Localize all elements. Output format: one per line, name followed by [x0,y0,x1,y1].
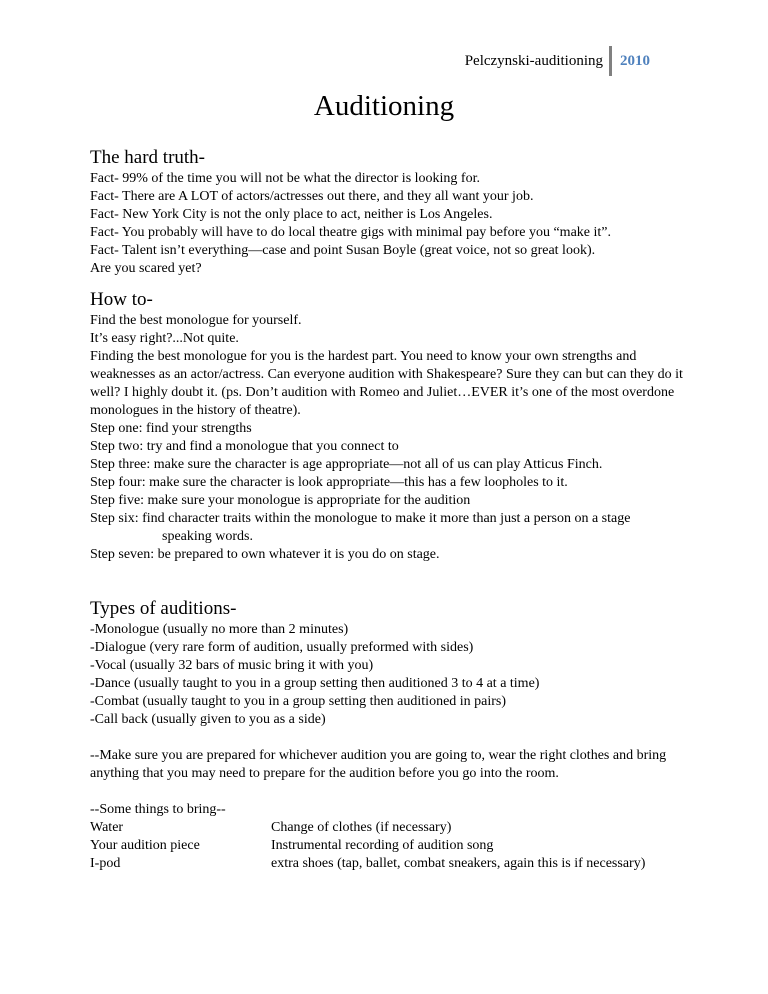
advice-paragraph: --Make sure you are prepared for whichever audition you are going to, wear the right clothes and bring anything that you may need to prepare for the audition before you go into the room. [90,748,667,781]
document-body [90,146,690,873]
type-line: -Dialogue (very rare form of audition, usually preformed with sides) [90,640,474,655]
bring-heading: --Some things to bring-- [90,802,226,817]
fact-line: Fact- There are A LOT of actors/actresses out there, and they all want your job. [90,189,534,204]
bring-item: I-pod [90,856,121,871]
fact-line: Fact- Talent isn’t everything—case and point Susan Boyle (great voice, not so great look). [90,243,596,258]
step-line: Step five: make sure your monologue is appropriate for the audition [90,493,471,508]
step-line-continued: speaking words. [162,529,253,544]
text-line: Find the best monologue for yourself. [90,313,302,328]
bring-item: Your audition piece [90,838,200,853]
header-year: 2010 [620,53,650,69]
bring-column-right [271,819,690,873]
section-heading: The hard truth- [90,147,206,168]
text-line: It’s easy right?...Not quite. [90,331,239,346]
type-line: -Vocal (usually 32 bars of music bring it with you) [90,658,374,673]
type-line: -Combat (usually taught to you in a group setting then auditioned in pairs) [90,694,507,709]
step-line: Step six: find character traits within the monologue to make it more than just a person on a stage [90,511,631,526]
step-line: Step seven: be prepared to own whatever it is you do on stage. [90,547,440,562]
step-line: Step one: find your strengths [90,421,252,436]
step-line: Step three: make sure the character is age appropriate—not all of us can play Atticus Finch. [90,457,603,472]
bring-item: Change of clothes (if necessary) [271,820,452,835]
step-line: Step two: try and find a monologue that you connect to [90,439,399,454]
section-heading: Types of auditions- [90,598,237,619]
header-author: Pelczynski-auditioning [465,46,612,76]
type-line: -Monologue (usually no more than 2 minutes) [90,622,349,637]
bring-item: Instrumental recording of audition song [271,838,494,853]
step-line: Step four: make sure the character is look appropriate—this has a few loopholes to it. [90,475,568,490]
section-hard-truth [90,146,690,278]
fact-line: Fact- New York City is not the only place to act, neither is Los Angeles. [90,207,493,222]
document-title: Auditioning [313,90,455,122]
question-line: Are you scared yet? [90,261,202,276]
type-line: -Dance (usually taught to you in a group setting then auditioned 3 to 4 at a time) [90,676,540,691]
section-types [90,597,690,873]
paragraph: Finding the best monologue for you is the hardest part. You need to know your own strengths and weaknesses as an actor/actress. Can everyone audition with Shakespeare? Sure they can but can they do it well? I highly doubt it. (ps. Don’t audition with Romeo and Juliet…EVER it’s one of the most overdone monologues in the history of theatre). [90,349,683,418]
bring-item: extra shoes (tap, ballet, combat sneakers, again this is if necessary) [271,856,646,871]
fact-line: Fact- 99% of the time you will not be what the director is looking for. [90,171,480,186]
fact-line: Fact- You probably will have to do local theatre gigs with minimal pay before you “make it”. [90,225,611,240]
section-how-to [90,288,690,564]
page-header [465,46,650,76]
bring-column-left [90,819,271,873]
section-heading: How to- [90,289,153,310]
type-line: -Call back (usually given to you as a side) [90,712,326,727]
bring-list [90,819,690,873]
bring-item: Water [90,820,124,835]
